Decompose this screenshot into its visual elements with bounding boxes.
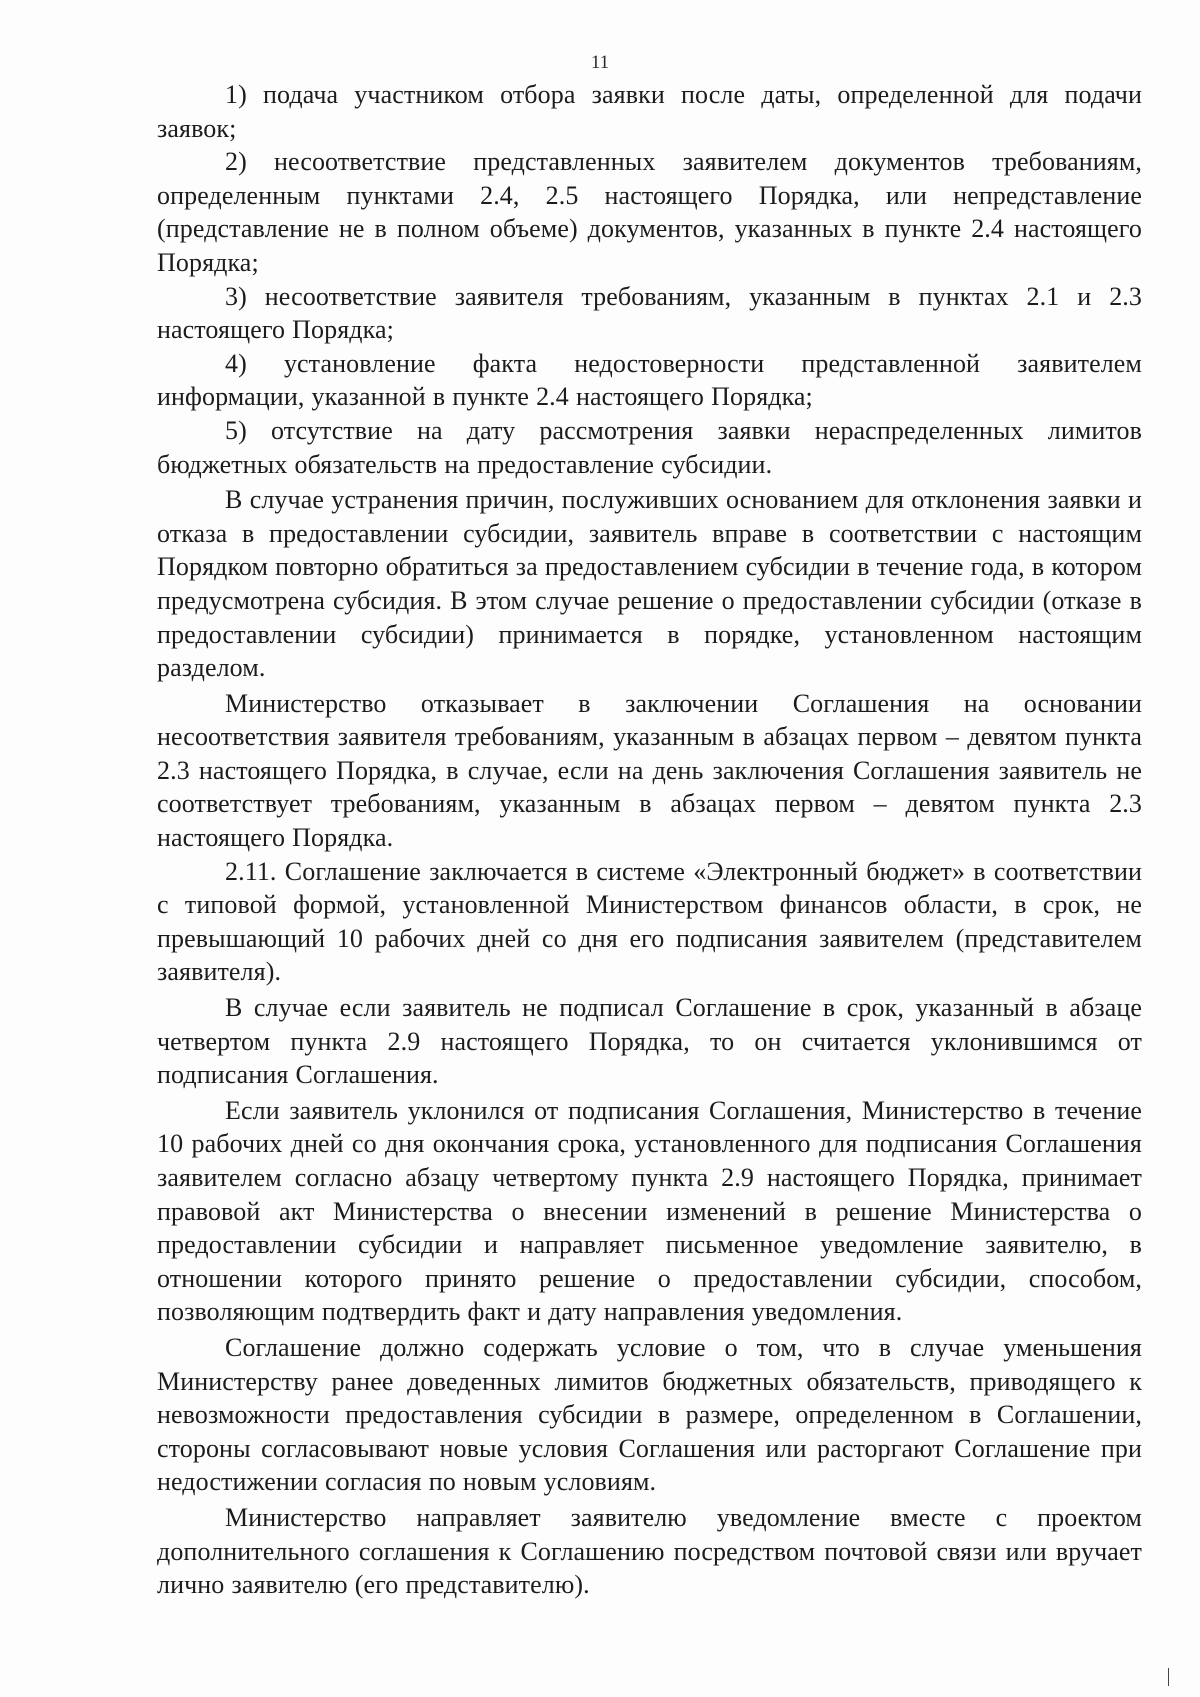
- paragraph-item-2: 2) несоответствие представленных заявителем документов требованиям, определенным пунктами 2.4, 2.5 настоящего Порядка, или непредставление (представление не в полном объеме) документов, указанных в пункте 2.4 настоящего Порядка;: [157, 147, 1142, 277]
- paragraph-repeat-application: В случае устранения причин, послуживших основанием для отклонения заявки и отказа в предоставлении субсидии, заявитель вправе в соответствии с настоящим Порядком повторно обратиться за предоставлением субсидии в течение года, в котором предусмотрена субсидия. В этом случае решение о предоставлении субсидии (отказе в предоставлении субсидии) принимается в порядке, установленном настоящим разделом.: [157, 485, 1142, 683]
- paragraph-evasion: В случае если заявитель не подписал Соглашение в срок, указанный в абзаце четвертом пункта 2.9 настоящего Порядка, то он считается уклонившимся от подписания Соглашения.: [157, 993, 1142, 1090]
- paragraph-2-11: 2.11. Соглашение заключается в системе «Электронный бюджет» в соответствии с типовой формой, установленной Министерством финансов области, в срок, не превышающий 10 рабочих дней со дня его подписания заявителем (представителем заявителя).: [157, 856, 1142, 987]
- paragraph-agreement-refusal: Министерство отказывает в заключении Соглашения на основании несоответствия заявителя требованиям, указанным в абзацах первом – девятом пункта 2.3 настоящего Порядка, в случае, если на день заключения Соглашения заявитель не соответствует требованиям, указанным в абзацах первом – девятом пункта 2.3 настоящего Порядка.: [157, 688, 1142, 853]
- paragraph-item-5: 5) отсутствие на дату рассмотрения заявки нераспределенных лимитов бюджетных обязательств на предоставление субсидии.: [157, 415, 1142, 479]
- paragraph-item-1: 1) подача участником отбора заявки после даты, определенной для подачи заявок;: [157, 80, 1142, 143]
- paragraph-notification: Министерство направляет заявителю уведомление вместе с проектом дополнительного соглашения к Соглашению посредством почтовой связи или вручает лично заявителю (его представителю).: [157, 1502, 1142, 1600]
- scan-margin-mark: [1168, 1668, 1169, 1686]
- page-number: 11: [590, 52, 610, 73]
- document-body: [157, 78, 1142, 1602]
- paragraph-limits-reduction: Соглашение должно содержать условие о том, что в случае уменьшения Министерству ранее доведенных лимитов бюджетных обязательств, приводящего к невозможности предоставления субсидии в размере, определенном в Соглашении, стороны согласовывают новые условия Соглашения или расторгают Соглашение при недостижении согласия по новым условиям.: [157, 1332, 1142, 1497]
- paragraph-item-3: 3) несоответствие заявителя требованиям, указанным в пунктах 2.1 и 2.3 настоящего Порядка;: [157, 281, 1142, 345]
- paragraph-evasion-consequences: Если заявитель уклонился от подписания Соглашения, Министерство в течение 10 рабочих дней со дня окончания срока, установленного для подписания Соглашения заявителем согласно абзацу четвертому пункта 2.9 настоящего Порядка, принимает правовой акт Министерства о внесении изменений в решение Министерства о предоставлении субсидии и направляет письменное уведомление заявителю, в отношении которого принято решение о предоставлении субсидии, способом, позволяющим подтвердить факт и дату направления уведомления.: [157, 1095, 1142, 1327]
- paragraph-item-4: 4) установление факта недостоверности представленной заявителем информации, указанной в пункте 2.4 настоящего Порядка;: [157, 348, 1142, 412]
